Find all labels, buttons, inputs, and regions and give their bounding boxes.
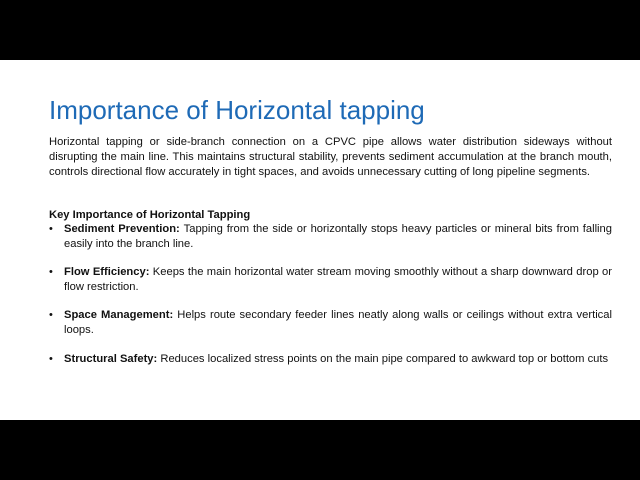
bullet-text: Tapping from the side or horizontally stops heavy particles or mineral bits from falling easily into the branch line.	[64, 223, 612, 250]
bullet-term: Space Management:	[64, 309, 178, 322]
bullet-list	[49, 222, 612, 380]
bullet-text: Keeps the main horizontal water stream moving smoothly without a sharp downward drop or flow restriction.	[64, 266, 612, 293]
bullet-item-sediment-prevention	[49, 222, 612, 251]
section-heading: Key Importance of Horizontal Tapping	[49, 209, 251, 221]
intro-paragraph: Horizontal tapping or side-branch connection on a CPVC pipe allows water distribution sideways without disrupting the main line. This maintains structural stability, prevents sediment accumulation at the branch mouth, controls directional flow accurately in tight spaces, and avoids unnecessary cutting of long pipeline segments.	[49, 136, 612, 178]
slide	[0, 60, 640, 420]
slide-title: Importance of Horizontal tapping	[49, 95, 425, 125]
bullet-icon: •	[49, 309, 53, 322]
bullet-icon: •	[49, 352, 53, 365]
bullet-term: Structural Safety:	[64, 352, 161, 365]
bullet-item-space-management	[49, 308, 612, 337]
bullet-term: Flow Efficiency:	[64, 266, 153, 279]
bullet-item-structural-safety	[49, 352, 612, 367]
bullet-term: Sediment Prevention:	[64, 223, 184, 235]
bullet-text: Helps route secondary feeder lines neatly along walls or ceilings without extra vertical loops.	[64, 309, 612, 336]
bullet-item-flow-efficiency	[49, 265, 612, 294]
bullet-text: Reduces localized stress points on the main pipe compared to awkward top or bottom cuts	[160, 352, 609, 365]
bullet-icon: •	[49, 266, 53, 279]
bullet-icon: •	[49, 223, 53, 235]
